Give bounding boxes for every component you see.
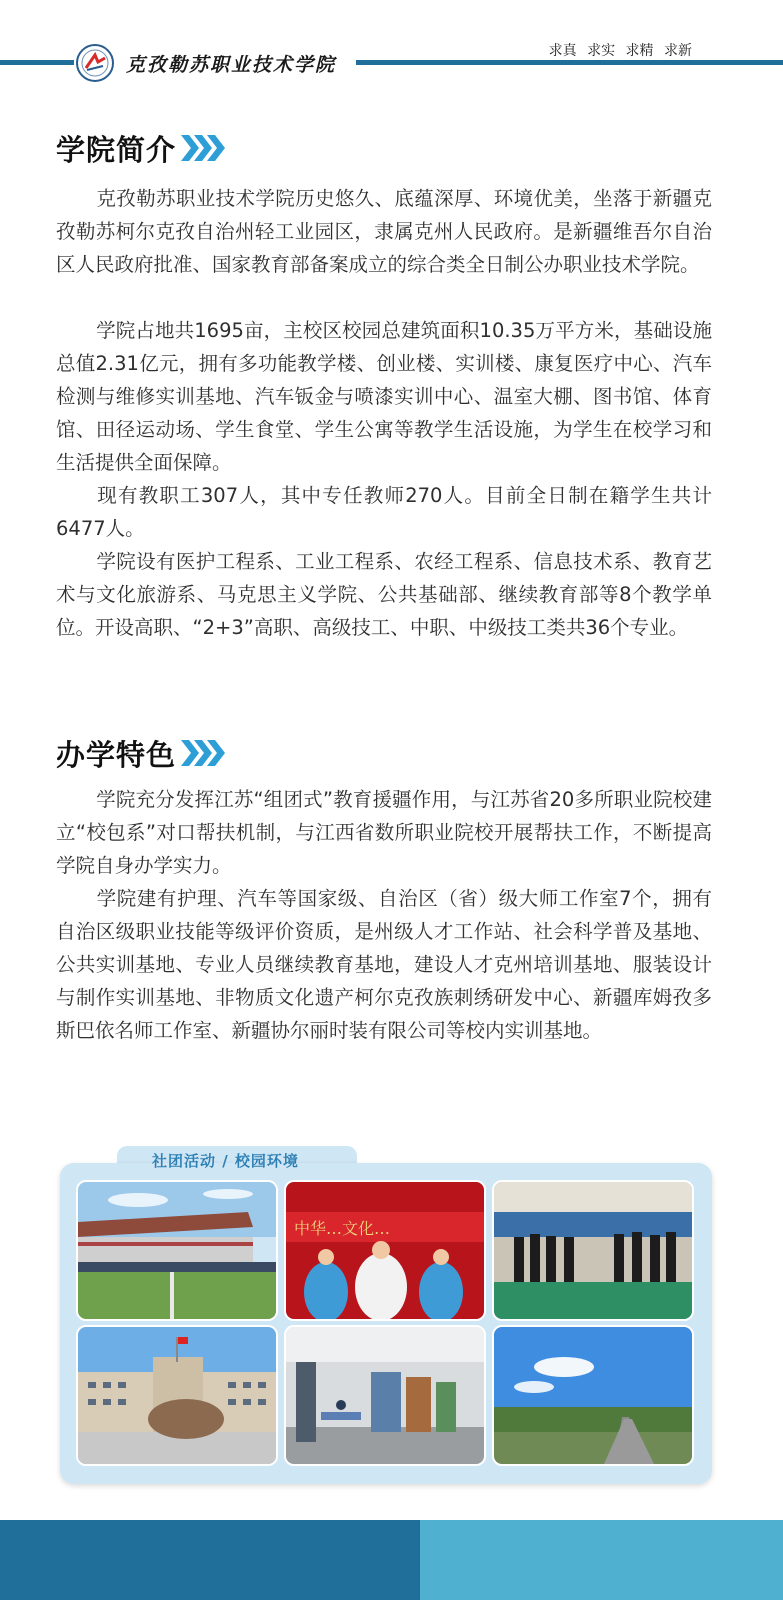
- intro-paragraph-1: 克孜勒苏职业技术学院历史悠久、底蕴深厚、环境优美，坐落于新疆克孜勒苏柯尔克孜自治州轻工业园区，隶属克州人民政府。是新疆维吾尔自治区人民政府批准、国家教育部备案成立的综合类全日制公办职业技术学院。: [56, 187, 712, 276]
- school-logo-icon: [76, 44, 114, 82]
- photo-stadium: [76, 1180, 278, 1321]
- photo-library: [284, 1325, 486, 1466]
- features-paragraph-1: 学院充分发挥江苏“组团式”教育援疆作用，与江苏省20多所职业院校建立“校包系”对口帮扶机制，与江西省数所职业院校开展帮扶工作，不断提高学院自身办学实力。: [56, 788, 712, 877]
- photo-gym-team: [492, 1180, 694, 1321]
- intro-paragraph-3: 现有教职工307人，其中专任教师270人。目前全日制在籍学生共计6477人。: [56, 484, 712, 540]
- header-rule-right: [356, 60, 783, 65]
- features-paragraph-2: 学院建有护理、汽车等国家级、自治区（省）级大师工作室7个，拥有自治区级职业技能等级评价资质，是州级人才工作站、社会科学普及基地、公共实训基地、专业人员继续教育基地，建设人才克州培训基地、服装设计与制作实训基地、非物质文化遗产柯尔克孜族刺绣研发中心、新疆库姆孜多斯巴依名师工作室、新疆协尔丽时装有限公司等校内实训基地。: [56, 887, 712, 1042]
- section-title-intro: 学院简介: [56, 133, 177, 167]
- footer-band-light: [420, 1520, 783, 1600]
- intro-paragraph-2: 学院占地共1695亩，主校区校园总建筑面积10.35万平方米，基础设施总值2.31亿元，拥有多功能教学楼、创业楼、实训楼、康复医疗中心、汽车检测与维修实训基地、汽车钣金与喷漆实训中心、温室大棚、图书馆、体育馆、田径运动场、学生食堂、学生公寓等教学生活设施，为学生在校学习和生活提供全面保障。: [56, 319, 712, 474]
- banner-text: 中华…文化…: [294, 1219, 391, 1238]
- chevron-arrows-icon: [181, 133, 227, 163]
- school-name: 克孜勒苏职业技术学院: [126, 54, 337, 76]
- photo-campus-road: [492, 1325, 694, 1466]
- photo-performance: [284, 1180, 486, 1321]
- school-motto: 求真 求实 求精 求新: [548, 43, 692, 59]
- photo-main-building: [76, 1325, 278, 1466]
- footer-band-dark: [0, 1520, 420, 1600]
- header-rule-left: [0, 60, 74, 65]
- gallery-label: 社团活动 / 校园环境: [152, 1152, 299, 1170]
- chevron-arrows-icon: [181, 738, 227, 768]
- section-title-features: 办学特色: [56, 738, 177, 772]
- intro-paragraph-4: 学院设有医护工程系、工业工程系、农经工程系、信息技术系、教育艺术与文化旅游系、马克思主义学院、公共基础部、继续教育部等8个教学单位。开设高职、“2+3”高职、高级技工、中职、中级技工类共36个专业。: [56, 550, 712, 639]
